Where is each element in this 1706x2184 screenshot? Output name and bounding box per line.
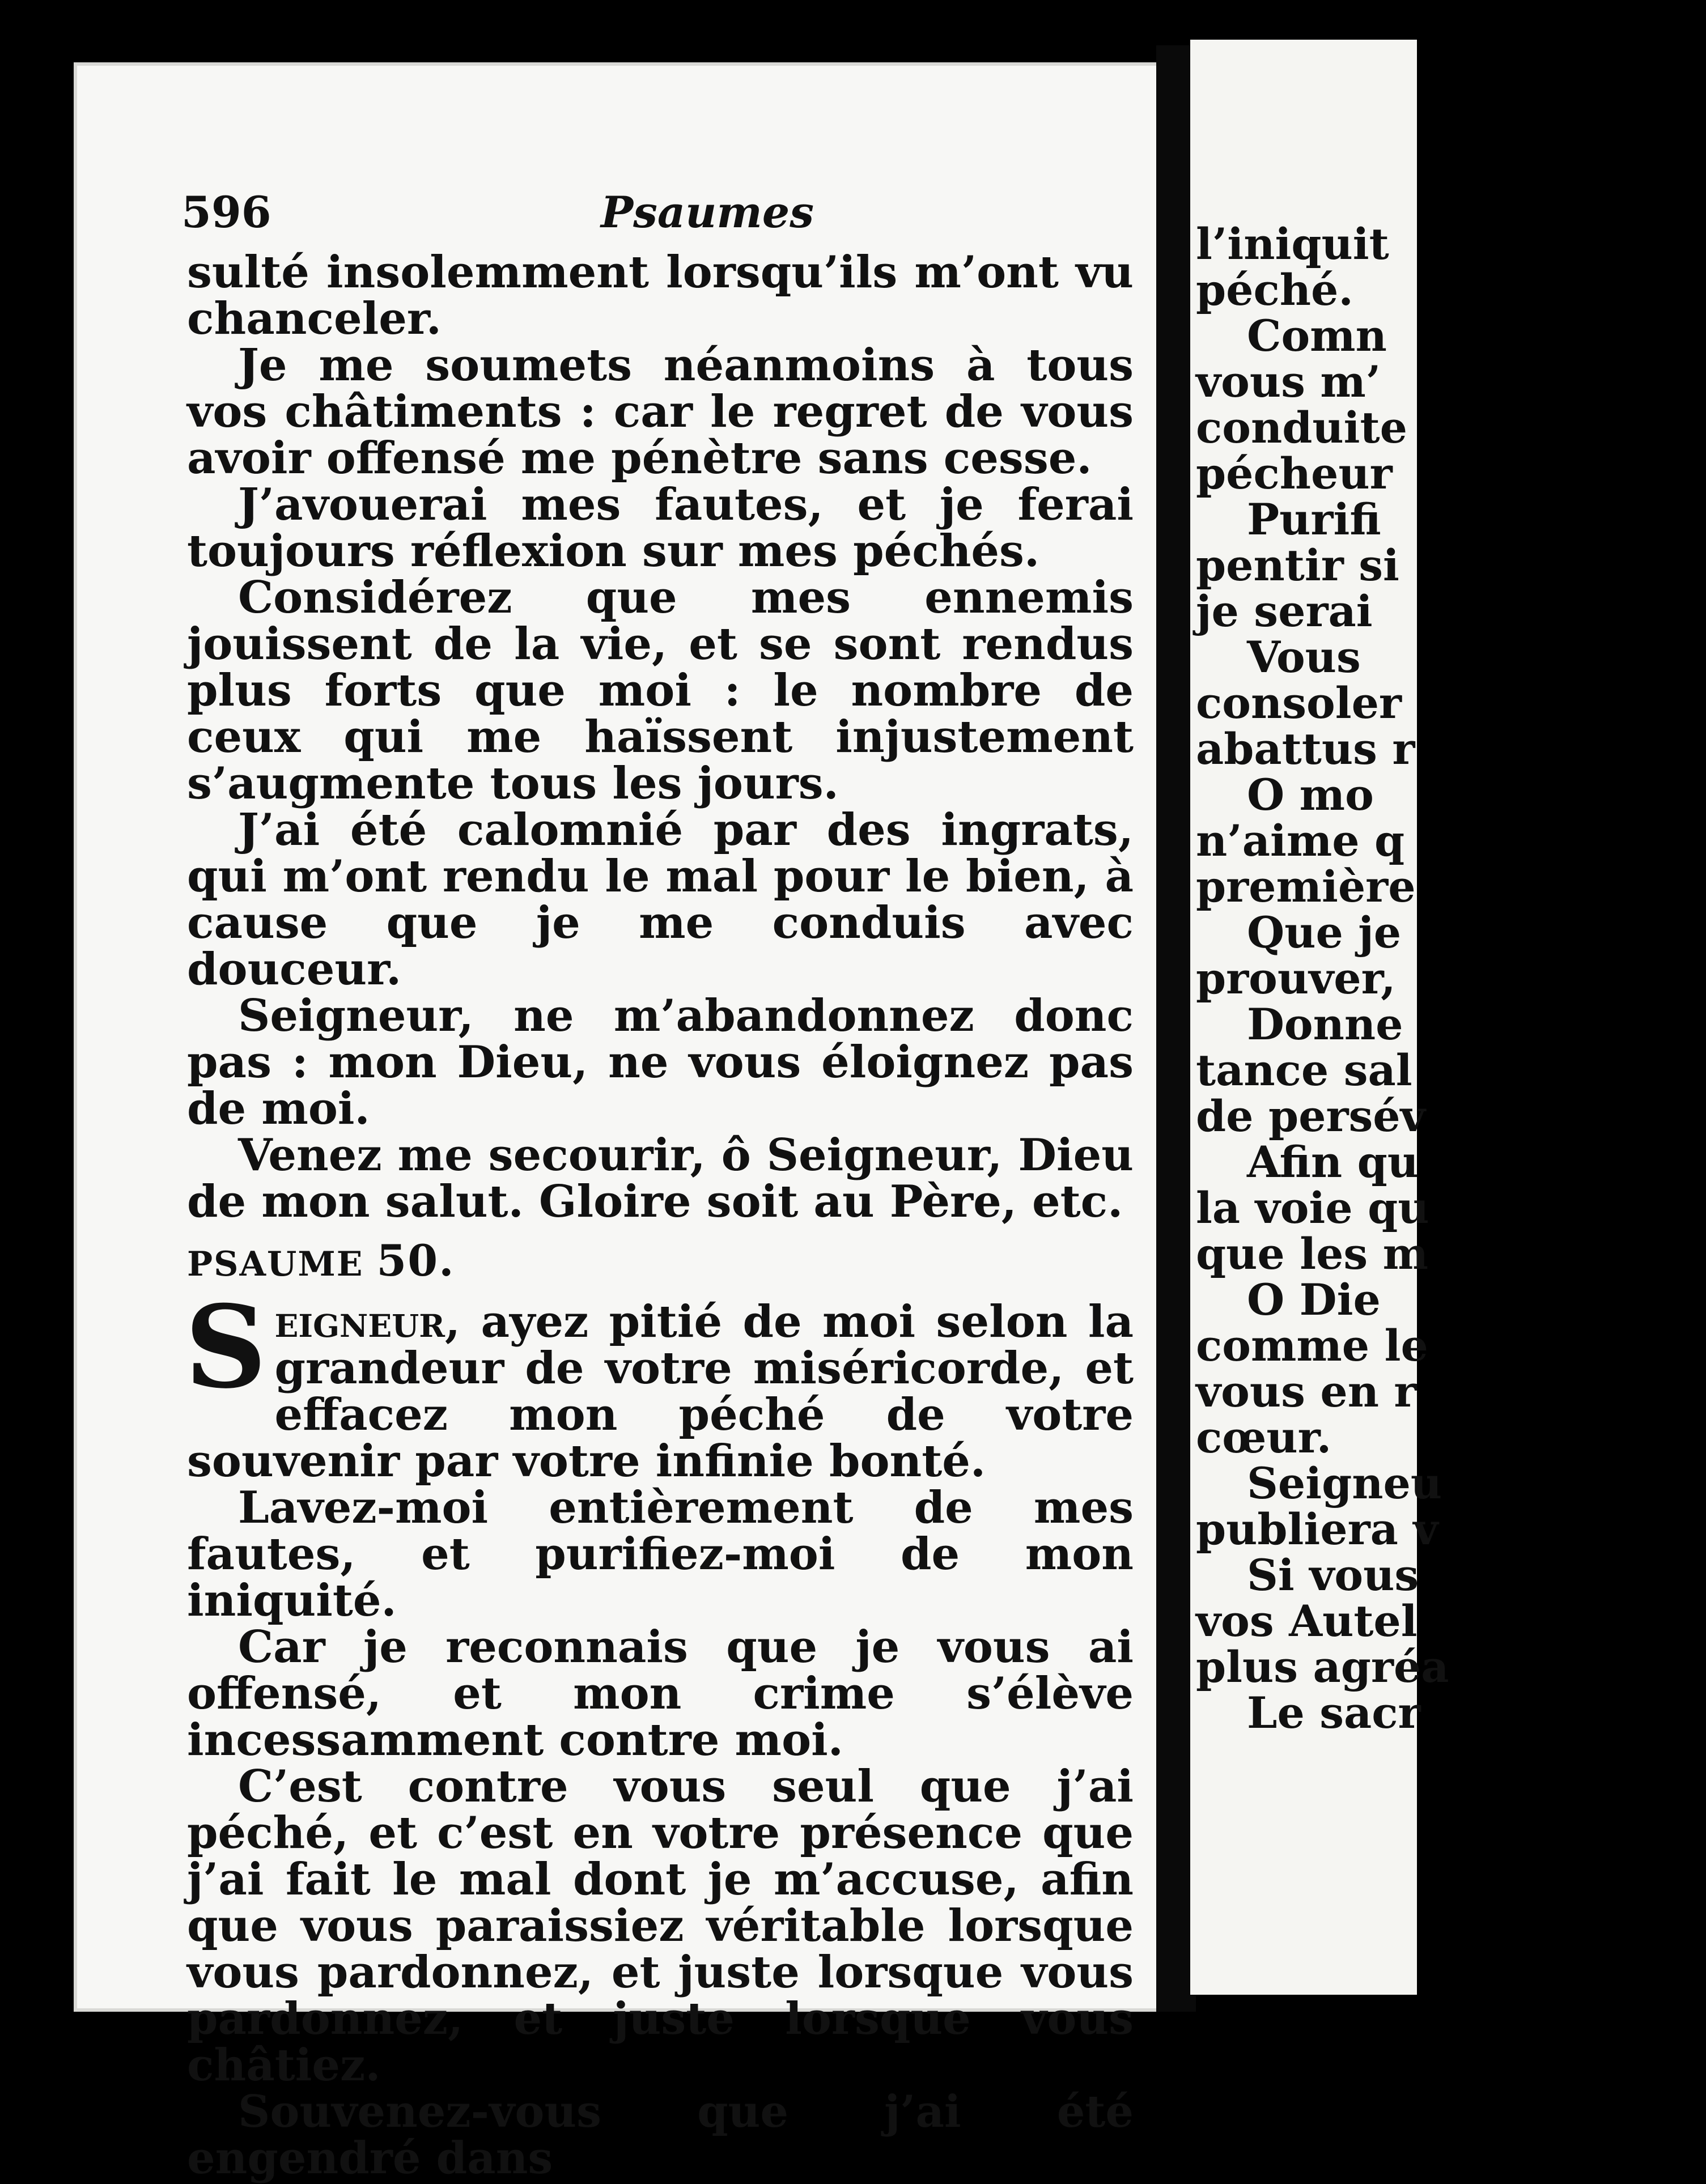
facing-page-line: Donne	[1247, 999, 1403, 1049]
facing-page	[1190, 40, 1449, 1995]
paragraph: Je me soumets néanmoins à tous vos châtiments : car le regret de vous avoir offensé me pénètre sans cesse.	[187, 339, 1134, 484]
facing-page-line: tance sal	[1196, 1045, 1412, 1095]
opening-text: ayez pitié de moi selon la grandeur de votre miséricorde, et effacez mon péché de votre souvenir par votre infinie bonté.	[187, 1296, 1134, 1487]
paragraph: Seigneur, ne m’abandonnez donc pas : mon Dieu, ne vous éloignez pas de moi.	[187, 990, 1134, 1135]
psalm-number: 50.	[376, 1235, 455, 1286]
paragraph: sulté insolemment lorsqu’ils m’ont vu chanceler.	[187, 247, 1134, 345]
facing-page-line: n’aime q	[1196, 815, 1405, 866]
facing-page-line: Comn	[1247, 311, 1387, 361]
facing-page-line: vos Autel	[1196, 1596, 1418, 1646]
paragraph: Lavez-moi entièrement de mes fautes, et purifiez-moi de mon iniquité.	[187, 1482, 1134, 1626]
paragraph: C’est contre vous seul que j’ai péché, et c’est en votre présence que j’ai fait le mal dont je m’accuse, afin que vous paraissiez véritable lorsque vous pardonnez, et juste lorsque vous pardonnez, et juste lorsque vous châtiez.	[187, 1761, 1134, 2091]
facing-page-line: Purifi	[1247, 494, 1381, 545]
paragraph: J’avouerai mes fautes, et je ferai toujours réflexion sur mes péchés.	[187, 479, 1134, 577]
facing-page-text	[1196, 221, 1706, 1736]
paragraph: J’ai été calomnié par des ingrats, qui m’ont rendu le mal pour le bien, à cause que je me conduis avec douceur.	[187, 804, 1134, 995]
facing-page-line: consoler	[1196, 678, 1402, 728]
facing-page-line: je serai	[1196, 586, 1373, 636]
facing-page-line: abattus r	[1196, 724, 1415, 774]
psalm-opening-paragraph	[185, 1281, 1134, 1487]
facing-page-line: péché.	[1196, 265, 1353, 315]
paragraph: Considérez que mes ennemis jouissent de la vie, et se sont rendus plus forts que moi : le nombre de ceux qui me haïssent injustement s’augmente tous les jours.	[187, 572, 1134, 809]
facing-page-line: Que je	[1247, 907, 1402, 958]
facing-page-line: pentir si	[1196, 540, 1399, 590]
facing-page-line: plus agréa	[1196, 1642, 1449, 1692]
facing-page-line: la voie qu	[1196, 1183, 1429, 1233]
page-number: 596	[181, 187, 271, 237]
facing-page-line: de persév	[1196, 1091, 1425, 1141]
facing-page-line: première	[1196, 861, 1416, 912]
facing-page-line: Vous	[1247, 632, 1361, 682]
facing-page-line: O mo	[1247, 770, 1374, 820]
facing-page-line: prouver,	[1196, 953, 1396, 1004]
facing-page-line: l’iniquit	[1196, 219, 1389, 269]
drop-cap: S	[185, 1281, 267, 1414]
facing-page-line: Si vous	[1247, 1550, 1419, 1600]
paragraph: Car je reconnais que je vous ai offensé, et mon crime s’élève incessamment contre moi.	[187, 1621, 1134, 1766]
facing-page-line: Le sacr	[1247, 1688, 1421, 1738]
running-title: Psaumes	[601, 187, 814, 237]
paragraph: Venez me secourir, ô Seigneur, Dieu de mon salut. Gloire soit au Père, etc.	[187, 1129, 1134, 1227]
paragraph: Souvenez-vous que j’ai été engendré dans	[187, 2086, 1134, 2184]
facing-page-line: publiera v	[1196, 1504, 1438, 1554]
facing-page-line: comme le	[1196, 1320, 1428, 1371]
opening-word: eigneur,	[274, 1296, 461, 1348]
facing-page-line: Seigneu	[1247, 1458, 1442, 1509]
facing-page-line: O Die	[1247, 1274, 1381, 1325]
psalm-label: PSAUME	[187, 1244, 364, 1284]
facing-page-line: pécheur	[1196, 448, 1393, 499]
facing-page-line: conduite	[1196, 402, 1407, 453]
facing-page-line: vous en r	[1196, 1366, 1417, 1417]
page-header	[181, 187, 1122, 244]
facing-page-line: Afin qu	[1247, 1137, 1419, 1187]
psalm-heading	[187, 1235, 1134, 1288]
facing-page-line: que les m	[1196, 1229, 1429, 1279]
page-body	[187, 249, 1134, 2182]
facing-page-line: cœur.	[1196, 1412, 1332, 1463]
facing-page-line: vous m’	[1196, 356, 1381, 407]
